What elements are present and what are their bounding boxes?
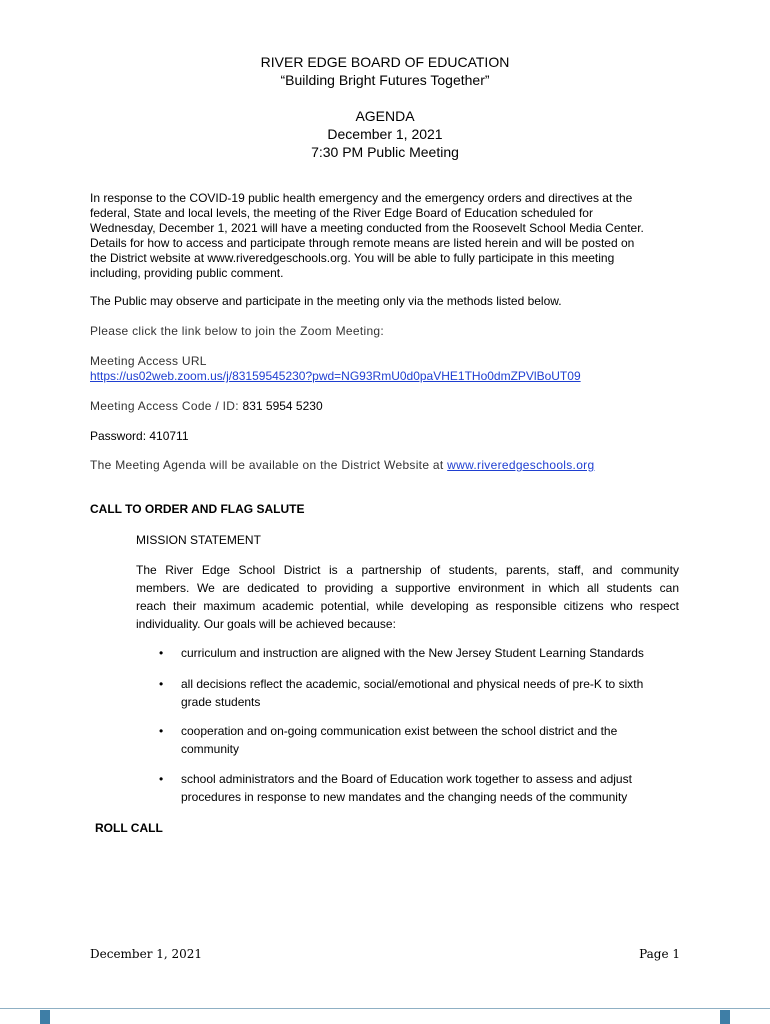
intro-paragraph: [90, 191, 680, 281]
url-label: Meeting Access URL: [90, 354, 207, 368]
bullet-icon: •: [159, 772, 164, 786]
call-to-order-heading: CALL TO ORDER AND FLAG SALUTE: [90, 502, 305, 516]
agenda-note-text: The Meeting Agenda will be available on the District Website at: [90, 458, 448, 472]
password: Password: 410711: [90, 429, 189, 443]
agenda-title: AGENDA: [355, 108, 415, 124]
bullet-text: community: [181, 742, 240, 756]
bullet-text: curriculum and instruction are aligned with the New Jersey Student Learning Standards: [181, 646, 644, 660]
bullet-text: grade students: [181, 695, 261, 709]
mission-title: MISSION STATEMENT: [136, 533, 261, 547]
intro-line: Details for how to access and participate through remote means are listed herein and will be posted on: [90, 236, 635, 250]
motto: “Building Bright Futures Together”: [280, 72, 490, 88]
access-code-label: Meeting Access Code / ID:: [90, 399, 243, 413]
observe-text: The Public may observe and participate in the meeting only via the methods listed below.: [90, 294, 562, 308]
bullet-text: school administrators and the Board of Education work together to assess and adjust: [181, 772, 632, 786]
mission-line: reach their maximum academic potential, while developing as responsible citizens who respect: [136, 599, 679, 613]
bullet-icon: •: [159, 646, 164, 660]
click-instruction: Please click the link below to join the Zoom Meeting:: [90, 324, 385, 338]
meeting-time: 7:30 PM Public Meeting: [311, 144, 459, 160]
intro-line: federal, State and local levels, the meeting of the River Edge Board of Education scheduled for: [90, 206, 593, 220]
intro-line: In response to the COVID-19 public health emergency and the emergency orders and directives at the: [90, 191, 633, 205]
footer-date: December 1, 2021: [90, 947, 203, 961]
intro-line: Wednesday, December 1, 2021 will have a meeting conducted from the Roosevelt School Media Center.: [90, 221, 644, 235]
mission-line: The River Edge School District is a partnership of students, parents, staff, and community: [136, 563, 679, 577]
agenda-note: [90, 458, 680, 473]
access-code-value: 831 5954 5230: [242, 399, 323, 413]
zoom-link[interactable]: https://us02web.zoom.us/j/83159545230?pwd=NG93RmU0d0paVHE1THo0dmZPVlBoUT09: [90, 369, 581, 383]
footer-tab-right: [720, 1010, 730, 1024]
bullet-icon: •: [159, 724, 164, 738]
mission-line: individuality. Our goals will be achieved because:: [136, 617, 396, 631]
bullet-text: all decisions reflect the academic, social/emotional and physical needs of pre-K to sixth: [181, 677, 644, 691]
org-title: RIVER EDGE BOARD OF EDUCATION: [260, 54, 510, 70]
page-number: Page 1: [639, 947, 680, 961]
bullet-text: procedures in response to new mandates and the changing needs of the community: [181, 790, 628, 804]
mission-line: members. We are dedicated to providing a supportive environment in which all students can: [136, 581, 679, 595]
footer-rule: [0, 1008, 770, 1009]
roll-call-heading: ROLL CALL: [95, 821, 163, 835]
bullet-text: cooperation and on-going communication exist between the school district and the: [181, 724, 618, 738]
meeting-date: December 1, 2021: [327, 126, 443, 142]
district-site-link[interactable]: www.riveredgeschools.org: [447, 458, 595, 472]
bullet-icon: •: [159, 677, 164, 691]
mission-statement: [136, 561, 679, 633]
intro-line: the District website at www.riveredgeschools.org. You will be able to fully participate in this meeting: [90, 251, 615, 265]
intro-line: including, providing public comment.: [90, 266, 284, 280]
footer-tab-left: [40, 1010, 50, 1024]
access-code: [90, 399, 680, 414]
